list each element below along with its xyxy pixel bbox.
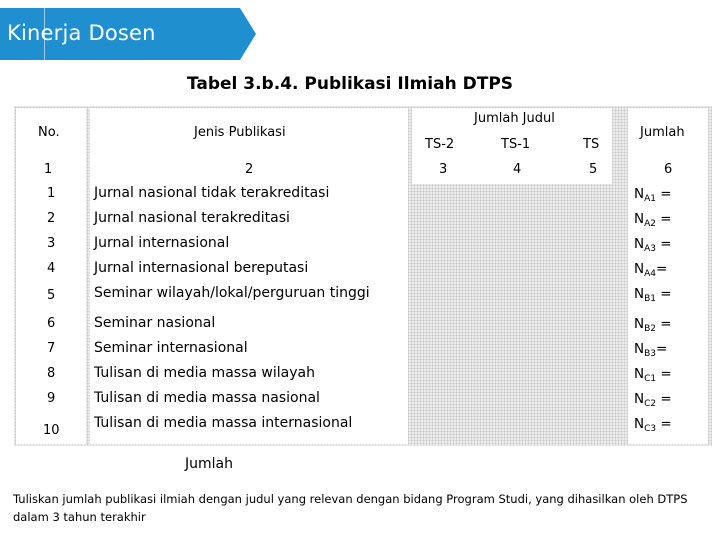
table-caption: Tabel 3.b.4. Publikasi Ilmiah DTPS [186, 74, 514, 94]
row-jenis-publikasi: Jurnal internasional [94, 235, 230, 251]
row-jenis-publikasi: Seminar internasional [94, 340, 248, 356]
jumlah-formula: $N_{C1}$ = [634, 366, 672, 384]
total-row-label: Jumlah [185, 456, 233, 472]
row-jenis-publikasi: Tulisan di media massa wilayah [94, 365, 315, 381]
header-jumlah-judul: Jumlah Judul [474, 111, 555, 126]
row-jenis-publikasi: Jurnal internasional bereputasi [94, 260, 309, 276]
row-jenis-publikasi: Seminar wilayah/lokal/perguruan tinggi [94, 285, 370, 301]
jumlah-formula: $N_{A4}=$ [634, 261, 668, 279]
row-no: 9 [47, 391, 56, 406]
row-no: 4 [47, 261, 56, 276]
row-no: 10 [43, 423, 60, 438]
row-no: 2 [47, 211, 56, 226]
header-ts-2: TS-2 [425, 137, 455, 152]
row-jenis-publikasi: Seminar nasional [94, 315, 216, 331]
header-no: No. [38, 125, 60, 140]
colnum-2: 2 [245, 162, 254, 177]
jumlah-formula: $N_{C3}$ = [634, 416, 672, 434]
row-jenis-publikasi: Tulisan di media massa internasional [94, 415, 353, 431]
row-jenis-publikasi: Tulisan di media massa nasional [94, 390, 320, 406]
colnum-4: 4 [513, 162, 522, 177]
row-no: 3 [47, 236, 56, 251]
row-jenis-publikasi: Jurnal nasional tidak terakreditasi [94, 185, 330, 201]
header-jenis-publikasi: Jenis Publikasi [194, 125, 286, 140]
colnum-1: 1 [44, 162, 53, 177]
colnum-5: 5 [589, 162, 598, 177]
colnum-6: 6 [664, 162, 673, 177]
row-jenis-publikasi: Jurnal nasional terakreditasi [94, 210, 290, 226]
jumlah-formula: $N_{A3}$ = [634, 236, 672, 254]
instruction-note: Tuliskan jumlah publikasi ilmiah dengan judul yang relevan dengan bidang Program Studi, yang dihasilkan oleh DTPS dalam 3 tahun terakhir [13, 492, 688, 524]
banner-title: Kinerja Dosen [7, 21, 156, 45]
header-jumlah: Jumlah [640, 125, 685, 140]
jumlah-formula: $N_{A1}$ = [634, 186, 672, 204]
jumlah-formula: $N_{B3}=$ [634, 341, 668, 359]
header-ts: TS [583, 137, 600, 152]
jumlah-formula: $N_{B1}$ = [634, 286, 672, 304]
jumlah-formula: $N_{C2}$ = [634, 391, 672, 409]
row-no: 5 [47, 288, 56, 303]
jumlah-formula: $N_{A2}$ = [634, 211, 672, 229]
colnum-3: 3 [439, 162, 448, 177]
row-no: 8 [47, 366, 56, 381]
row-no: 1 [47, 186, 56, 201]
jumlah-formula: $N_{B2}$ = [634, 316, 672, 334]
header-ts-1: TS-1 [501, 137, 531, 152]
row-no: 7 [47, 341, 56, 356]
row-no: 6 [47, 316, 56, 331]
